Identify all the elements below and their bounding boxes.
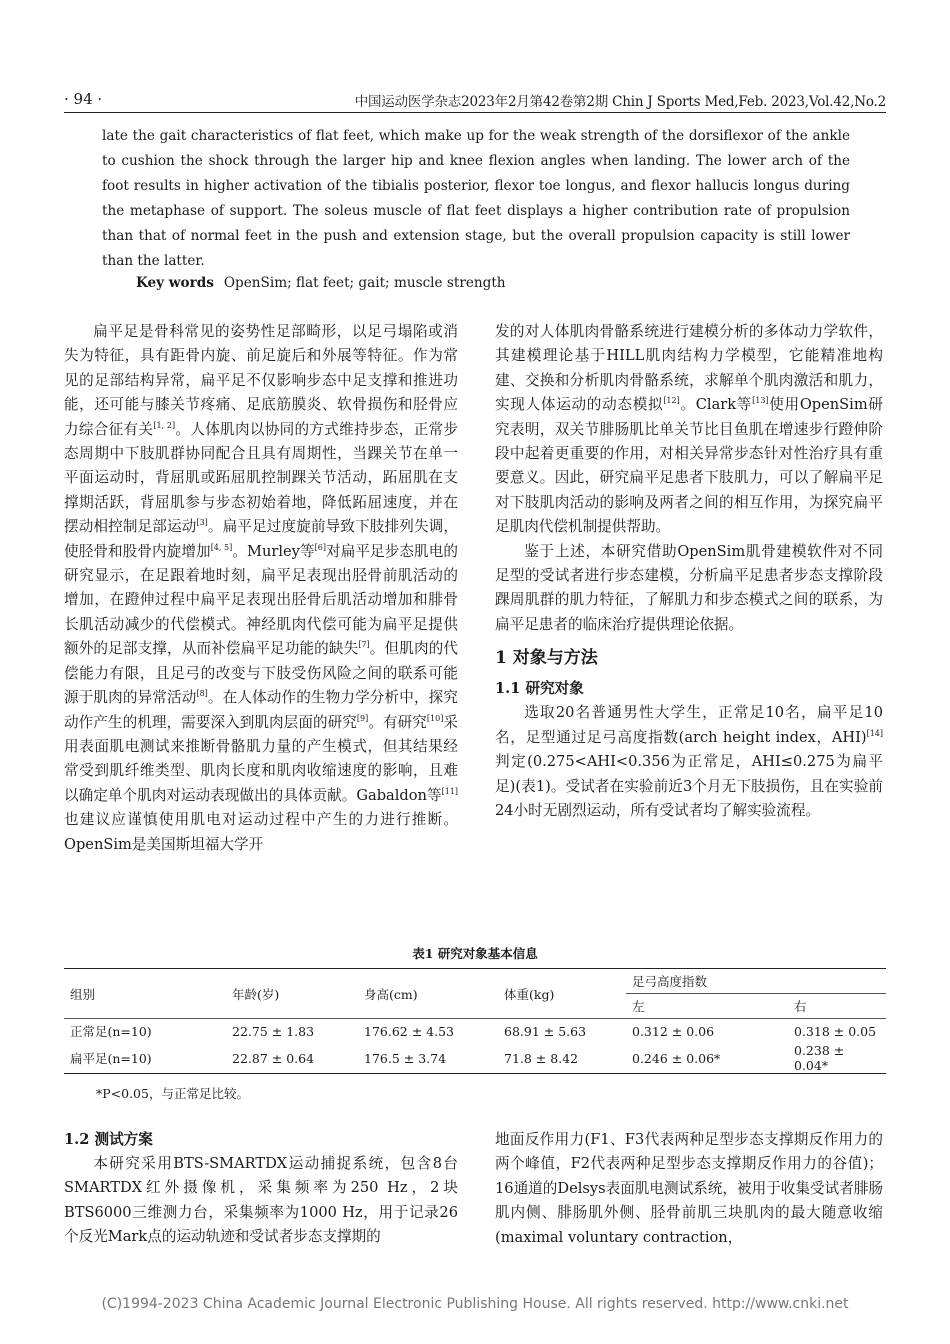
citation: [1, 2] [153, 420, 176, 430]
citation: [6] [314, 542, 326, 552]
col-header-age: 年龄(岁) [226, 969, 358, 1019]
keywords-line [136, 275, 506, 291]
keywords-label: Key words [136, 275, 214, 291]
abstract-continuation: late the gait characteristics of flat feet, which make up for the weak strength of the dorsiflexor of the ankle to cushion the shock through the larger hip and knee flexion angles when landing. The lower arch of the foot results in higher activation of the tibialis posterior, flexor toe longus, and flexor hallucis longus during the metaphase of support. The soleus muscle of flat feet displays a higher contribution rate of propulsion than that of normal feet in the push and extension stage, but the overall propulsion capacity is still lower than the latter. [102, 128, 850, 269]
cell-ahi-left: 0.246 ± 0.06* [626, 1043, 788, 1074]
cell-height: 176.5 ± 3.74 [358, 1043, 498, 1074]
table-row [64, 1043, 886, 1074]
running-header [64, 88, 886, 112]
cell-ahi-right: 0.318 ± 0.05 [794, 1023, 877, 1039]
left-column-top [64, 320, 458, 857]
left-column-bottom [64, 1128, 458, 1250]
citation: [9] [356, 713, 369, 723]
citation: [4, 5] [210, 542, 233, 552]
cell-ahi-left: 0.312 ± 0.06 [632, 1023, 715, 1039]
keywords-text: OpenSim; flat feet; gait; muscle strength [223, 275, 506, 291]
cell-group: 扁平足(n=10) [64, 1043, 226, 1074]
page-number: · 94 · [64, 90, 103, 108]
intro-paragraph: 扁平足是骨科常见的姿势性足部畸形，以足弓塌陷或消失为特征，具有距骨内旋、前足旋后和外展等特征。作为常见的足部结构异常，扁平足不仅影响步态中足支撑和推进功能，还可能与膝关节疼痛、足底筋膜炎、软骨损伤和胫骨应力综合征有关[1, 2]。人体肌肉以协同的方式维持步态，正常步态周期中下肢肌群协同配合且具有周期性，当踝关节在单一平面运动时，背屈肌或跖屈肌控制踝关节活动，跖屈肌在支撑期活跃，背屈肌参与步态初始着地，降低跖屈速度，并在摆动相控制足部运动[3]。扁平足过度旋前导致下肢排列失调，使胫骨和股骨内旋增加[4, 5]。Murley等[6]对扁平足步态肌电的研究显示，在足跟着地时刻，扁平足表现出胫骨前肌活动的增加，在蹬伸过程中扁平足表现出胫骨后肌活动增加和腓骨长肌活动减少的代偿模式。神经肌肉代偿可能为扁平足提供额外的足部支撑，从而补偿扁平足功能的缺失[7]。但肌肉的代偿能力有限，且足弓的改变与下肢受伤风险之间的联系可能源于肌肉的异常活动[8]。在人体动作的生物力学分析中，探究动作产生的机理，需要深入到肌肉层面的研究[9]。有研究[10]采用表面肌电测试来推断骨骼肌力量的产生模式，但其结果经常受到肌纤维类型、肌肉长度和肌肉收缩速度的影响，且难以确定单个肌肉对运动表现做出的具体贡献。Gabaldon等[11]也建议应谨慎使用肌电对运动过程中产生的力进行推断。OpenSim是美国斯坦福大学开 [64, 323, 458, 853]
cell-ahi-right: 0.238 ± 0.04* [788, 1043, 886, 1074]
cell-weight: 68.91 ± 5.63 [504, 1023, 587, 1039]
table-row [64, 1019, 886, 1044]
cell-group: 正常足(n=10) [70, 1024, 152, 1039]
copyright-footer: (C)1994-2023 China Academic Journal Electronic Publishing House. All rights reserved. http://www.cnki.net [101, 1296, 849, 1312]
citation: [8] [196, 689, 208, 699]
purpose-paragraph: 鉴于上述，本研究借助OpenSim肌骨建模软件对不同足型的受试者进行步态建模，分析扁平足患者步态支撑阶段踝周肌群的肌力特征，了解肌力和步态模式之间的联系，为扁平足患者的临床治疗提供理论依据。 [495, 542, 883, 633]
right-column-top [495, 320, 883, 823]
citation: [13] [752, 396, 769, 406]
subjects-paragraph: 选取20名普通男性大学生，正常足10名，扁平足10名，足型通过足弓高度指数(arch height index，AHI)[14]判定(0.275<AHI<0.356为正常足，AHI≤0.275为扁平足)(表1)。受试者在实验前近3个月无下肢损伤，且在实验前24小时无剧烈运动，所有受试者均了解实验流程。 [495, 704, 883, 819]
protocol-paragraph: 本研究采用BTS-SMARTDX运动捕捉系统，包含8台SMARTDX红外摄像机，采集频率为250 Hz，2块BTS6000三维测力台，采集频率为1000 Hz，用于记录26个反光Mark点的运动轨迹和受试者步态支撑期的 [64, 1155, 458, 1246]
citation: [14] [866, 728, 883, 738]
right-column-bottom [495, 1128, 883, 1250]
subsection-heading-protocol: 1.2 测试方案 [64, 1131, 153, 1148]
col-header-weight: 体重(kg) [498, 969, 626, 1019]
citation: [3] [196, 518, 208, 528]
col-header-group: 组别 [64, 969, 226, 1019]
subsection-heading-subjects: 1.1 研究对象 [495, 680, 584, 698]
table-note: *P<0.05，与正常足比较。 [96, 1086, 249, 1101]
citation: [7] [358, 640, 370, 650]
protocol-paragraph-cont: 地面反作用力(F1、F3代表两种足型步态支撑期反作用力的两个峰值，F2代表两种足型步态支撑期反作用力的谷值)；16通道的Delsys表面肌电测试系统，被用于收集受试者腓肠肌内侧、腓肠肌外侧、胫骨前肌三块肌肉的最大随意收缩(maximal voluntary contraction， [495, 1131, 883, 1246]
opensim-paragraph: 发的对人体肌肉骨骼系统进行建模分析的多体动力学软件，其建模理论基于HILL肌肉结构力学模型，它能精准地构建、交换和分析肌肉骨骼系统，求解单个肌肉激活和肌力，实现人体运动的动态模拟[12]。Clark等[13]使用OpenSim研究表明，双关节腓肠肌比单关节比目鱼肌在增速步行蹬伸阶段中起着更重要的作用，对相关异常步态针对性治疗具有重要意义。因此，研究扁平足患者下肢肌力，可以了解扁平足对下肢肌肉活动的影响及两者之间的相互作用，为探究扁平足肌肉代偿机制提供帮助。 [495, 323, 883, 536]
col-header-ahi: 足弓高度指数 [626, 969, 886, 994]
col-header-height: 身高(cm) [358, 969, 498, 1019]
journal-citation: 中国运动医学杂志2023年2月第42卷第2期 Chin J Sports Med,Feb. 2023,Vol.42,No.2 [354, 94, 886, 110]
section-heading-methods: 1 对象与方法 [495, 648, 598, 669]
cell-age: 22.75 ± 1.83 [232, 1023, 315, 1039]
citation: [10] [426, 713, 444, 723]
cell-weight: 71.8 ± 8.42 [498, 1043, 626, 1074]
cell-height: 176.62 ± 4.53 [364, 1023, 454, 1039]
cell-age: 22.87 ± 0.64 [226, 1043, 358, 1074]
col-header-right: 右 [788, 994, 886, 1019]
citation: [11] [441, 786, 458, 796]
subjects-table [64, 968, 886, 1074]
header-rule [64, 112, 886, 113]
table-caption: 表1 研究对象基本信息 [412, 946, 538, 961]
citation: [12] [663, 396, 680, 406]
col-header-left: 左 [626, 994, 788, 1019]
